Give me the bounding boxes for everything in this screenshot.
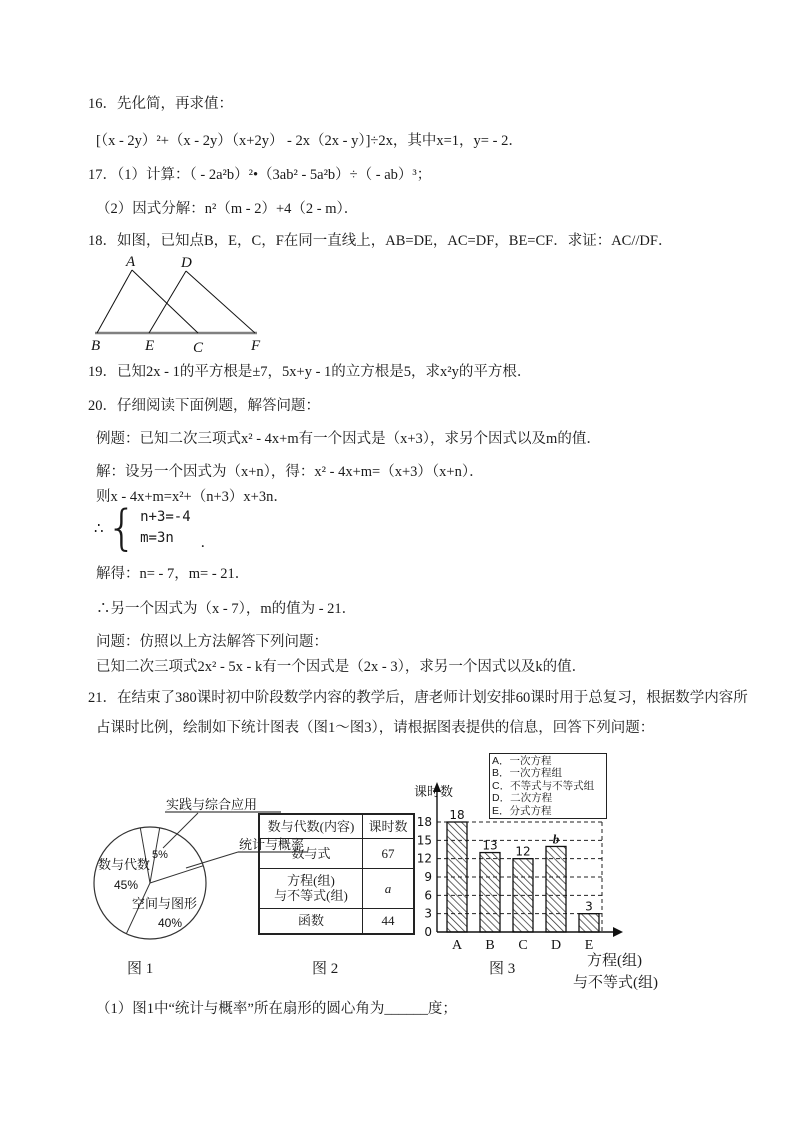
y-tick-label: 12 [416, 851, 432, 866]
table-row-label [259, 868, 363, 908]
bar-value-label: 3 [585, 899, 593, 914]
bar-plot-area [417, 808, 602, 953]
table-row-value: 44 [363, 908, 415, 934]
bar-A [447, 822, 467, 932]
y-tick-label: 9 [424, 870, 432, 884]
figure3-caption: 图 3 [489, 961, 516, 977]
table-header-content: 数与代数(内容) [259, 814, 363, 838]
table-row-label: 函数 [259, 908, 363, 934]
point-label-E: E [145, 338, 155, 354]
y-axis-label: 课时数 [414, 784, 454, 799]
problem-18-text: 18．如图，已知点B，E，C，F在同一直线上，AB=DE，AC=DF，BE=CF．求证：AC//DF． [88, 233, 673, 249]
pie-pct-40: 40% [158, 916, 183, 930]
problem-20-title: 20．仔细阅读下面例题，解答问题： [88, 398, 320, 414]
y-tick-label: 18 [416, 815, 432, 829]
problem-17-part2: （2）因式分解：n²（m - 2）+4（2 - m）． [96, 201, 359, 217]
problem-21-line1: 21．在结束了380课时初中阶段数学内容的教学后，唐老师计划安排60课时用于总复习，根据数学内容所 [88, 690, 748, 706]
problem-21-question1: （1）图1中“统计与概率”所在扇形的圆心角为______度； [96, 1001, 457, 1017]
point-label-B: B [91, 338, 101, 354]
pie-callout-shijian: 实践与综合应用 [166, 797, 258, 812]
bar-category-label: E [584, 938, 594, 953]
table-row-value: 67 [363, 838, 415, 868]
course-hours-table [258, 813, 415, 935]
table-row-label-line1: 方程(组) [287, 873, 335, 888]
y-tick-label: 6 [424, 888, 432, 903]
therefore-symbol: ∴ [94, 520, 104, 537]
y-tick-label: 3 [424, 906, 432, 921]
bar-value-label: 13 [482, 838, 498, 853]
bar-category-label: C [518, 938, 528, 953]
bar-value-label: 18 [449, 808, 465, 822]
y-tick-label: 15 [416, 833, 432, 848]
bar-category-label: A [451, 938, 463, 953]
bar-C [513, 859, 533, 932]
point-label-A: A [126, 254, 136, 270]
bar-value-label: b [552, 831, 560, 847]
table-row-label: 数与式 [259, 838, 363, 868]
period: ． [200, 536, 215, 551]
problem-20-solve-step3: 解得：n= - 7，m= - 21． [96, 566, 250, 582]
problem-20-question: 已知二次三项式2x² - 5x - k有一个因式是（2x - 3），求另一个因式以及k的值． [96, 659, 587, 675]
bar-value-label: 12 [515, 844, 531, 859]
callout-connector [186, 852, 238, 868]
pie-label-kongjianyutuxing: 空间与图形 [132, 896, 198, 911]
legend-item: A．一次方程 [492, 755, 552, 767]
problem-20-solve-step1: 解：设另一个因式为（x+n），得：x² - 4x+m=（x+3）（x+n）． [96, 464, 484, 480]
system-equation-1: n+3=-4 [140, 509, 191, 525]
problem-20-solve-step4: ∴另一个因式为（x - 7），m的值为 - 21． [96, 601, 357, 617]
problem-16-title: 16．先化简，再求值： [88, 96, 233, 112]
problem-16-expression: [（x - 2y）²+（x - 2y）（x+2y） - 2x（2x - y）]÷2x，其中x=1，y= - 2． [96, 133, 523, 149]
problem-20-example: 例题：已知二次三项式x² - 4x+m有一个因式是（x+3），求另个因式以及m的值． [96, 431, 601, 447]
legend-item: D．二次方程 [492, 792, 553, 805]
figure1-caption: 图 1 [127, 961, 154, 977]
problem-20-equation-system [94, 500, 215, 556]
table-row-label-line2: 与不等式(组) [274, 888, 348, 903]
problem-17-part1: 17．（1）计算：（ - 2a²b）²•（3ab² - 5a²b）÷（ - ab）³； [88, 167, 432, 183]
problem-21-line2: 占课时比例，绘制如下统计图表（图1～图3），请根据图表提供的信息，回答下列问题： [96, 720, 655, 736]
pie-label-shuyudaishu: 数与代数 [98, 857, 151, 872]
bar-xaxis-label-line2: 与不等式(组) [573, 975, 658, 991]
legend-item: B．一次方程组 [492, 767, 563, 780]
bar-chart-legend [489, 753, 607, 819]
point-label-F: F [251, 338, 261, 354]
figure2-caption: 图 2 [312, 961, 339, 977]
bar-B [480, 853, 500, 932]
bar-category-label: D [550, 938, 562, 953]
triangles-figure [75, 252, 275, 354]
table-row-value: a [363, 868, 415, 908]
system-equation-2: m=3n [140, 530, 174, 546]
pie-pct-5: 5% [152, 849, 168, 861]
bar-E [579, 914, 599, 932]
bar-category-label: B [485, 938, 495, 953]
point-label-C: C [193, 340, 204, 356]
pie-pct-45: 45% [114, 878, 139, 892]
point-label-D: D [181, 255, 192, 271]
pie-callout-tongji: 统计与概率 [239, 837, 305, 852]
bar-xaxis-label-line1: 方程(组) [587, 953, 642, 969]
problem-19-text: 19．已知2x - 1的平方根是±7，5x+y - 1的立方根是5，求x²y的平方根． [88, 364, 532, 380]
table-header-hours: 课时数 [363, 814, 415, 838]
brace-symbol: { [106, 500, 138, 556]
pie-slice-boundary [150, 866, 203, 883]
problem-20-solve-step2: 则x - 4x+m=x²+（n+3）x+3n． [96, 489, 288, 505]
pie-slice-boundary [140, 828, 150, 883]
legend-item: C．不等式与不等式组 [492, 779, 595, 792]
y-tick-label: 0 [424, 925, 432, 939]
bar-D [546, 846, 566, 932]
problem-20-question-intro: 问题：仿照以上方法解答下列问题： [96, 634, 328, 650]
x-axis-arrow [613, 927, 623, 937]
legend-item: E．分式方程 [492, 804, 552, 817]
